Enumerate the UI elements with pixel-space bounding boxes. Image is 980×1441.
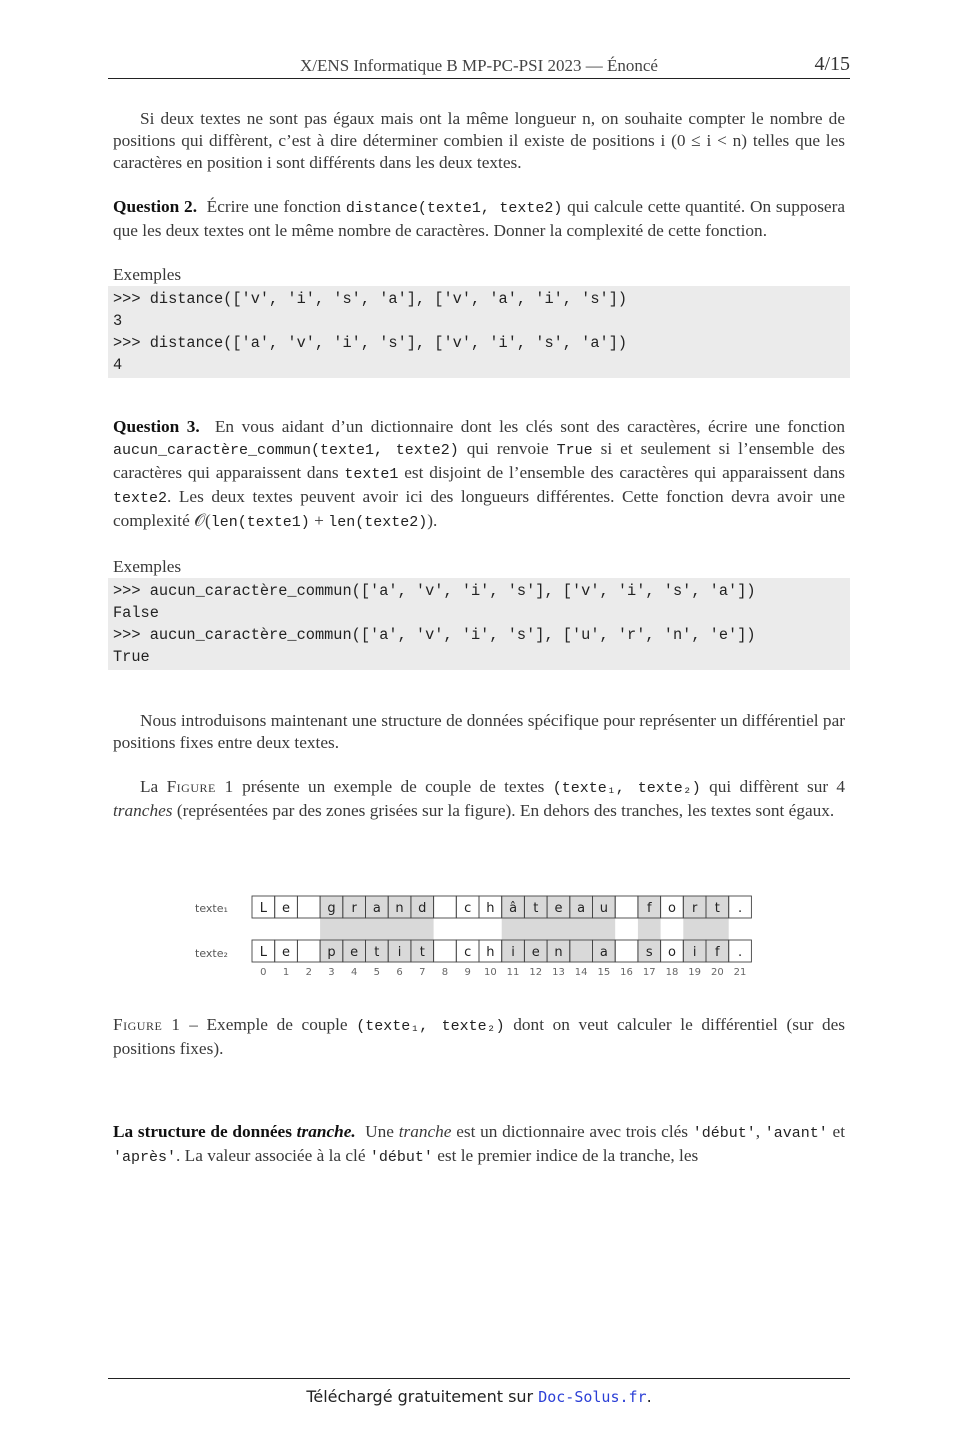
texte2-char: e [282, 945, 291, 960]
code-line: >>> aucun_caractère_commun(['a', 'v', 'i', 's'], ['u', 'r', 'n', 'e']) [113, 626, 756, 644]
structure-heading: La structure de données [113, 1122, 292, 1141]
position-index: 1 [282, 967, 290, 978]
p2-text-2: présente un exemple de couple de textes [242, 777, 545, 796]
caption-text-1: – Exemple de couple [189, 1015, 348, 1034]
q3-text-5: . Les deux textes peuvent avoir ici des longueurs différentes. Cette fonction devra avoir une complexité [113, 487, 845, 530]
figure-1 [190, 890, 770, 985]
texte1-char: h [486, 901, 495, 916]
q2-text-2: qui calcule cette quantité. On supposera que les deux textes ont le même nombre de caractères. Donner la complexité de cette fonction. [113, 197, 846, 240]
q3-texte1: texte1 [344, 466, 399, 483]
figure-ref: Figure 1 [166, 777, 234, 796]
caption-text-2: dont on veut calculer le différentiel (sur des positions fixes). [113, 1015, 846, 1058]
q3-examples-label: Exemples [113, 557, 182, 576]
s-text-3: . La valeur associée à la clé [176, 1146, 366, 1165]
position-index: 4 [350, 967, 358, 978]
s-et: et [832, 1122, 846, 1141]
q3-text-2: qui renvoie [466, 439, 549, 458]
texte2-char: i [692, 945, 697, 960]
texte2-label: texte₂ [195, 947, 228, 960]
texte2-cell [615, 940, 638, 962]
structure-heading-italic: tranche. [296, 1122, 356, 1141]
s-text-2: est un dictionnaire avec trois clés [456, 1122, 689, 1141]
position-index: 2 [305, 967, 312, 978]
position-index: 3 [328, 967, 335, 978]
texte1-char: L [259, 901, 267, 916]
texte1-char: n [395, 901, 404, 916]
key-debut: 'début' [692, 1125, 756, 1142]
q3-plus: + [309, 511, 329, 530]
texte2-char: t [374, 945, 380, 960]
texte1-char: e [554, 901, 563, 916]
footer-text: Téléchargé gratuitement sur [306, 1387, 534, 1406]
code-line: False [113, 604, 159, 622]
texte1-char: c [464, 901, 472, 916]
footer-end: . [646, 1387, 652, 1406]
q3-text-1: En vous aidant d’un dictionnaire dont les clés sont des caractères, écrire une fonction [214, 417, 845, 436]
texte1-label: texte₁ [195, 902, 228, 915]
texte1-char: u [599, 901, 608, 916]
texte1-char: t [714, 901, 720, 916]
question-3 [113, 416, 845, 534]
position-index: 11 [506, 967, 520, 978]
texte2-char: f [715, 945, 720, 960]
q3-text-3: si et seulement si l’ensemble des caractères qui apparaissent dans [113, 439, 846, 482]
q3-len2: len(texte2) [328, 514, 428, 531]
q3-function-name: aucun_caractère_commun(texte1, texte2) [113, 442, 459, 459]
intro-paragraph: Si deux textes ne sont pas égaux mais ont la même longueur n, on souhaite compter le nombre de positions qui diffèrent, c’est à dire déterminer combien il existe de positions i (0 ≤ i < n) telles que les caractères en position i sont différents dans les deux textes. [113, 109, 845, 172]
texte2-char: e [531, 945, 540, 960]
position-index: 6 [396, 967, 403, 978]
p2-text-4: (représentées par des zones grisées sur la figure). En dehors des tranches, les textes sont égaux. [176, 801, 835, 820]
position-index: 16 [620, 967, 633, 978]
p2-pair: (texte₁, texte₂) [552, 780, 701, 797]
q2-examples-label: Exemples [113, 265, 182, 284]
page-footer [108, 1378, 850, 1406]
texte2-char: e [350, 945, 359, 960]
texte2-char: . [737, 945, 743, 960]
texte1-cell [615, 896, 638, 918]
texte2-char: s [645, 945, 653, 960]
figure-caption [113, 1014, 845, 1060]
texte2-char: o [667, 945, 676, 960]
code-line: 4 [113, 356, 123, 374]
s-tranche: tranche [398, 1122, 452, 1141]
texte1-char: t [533, 901, 539, 916]
texte1-cell [434, 896, 457, 918]
position-index: 5 [373, 967, 381, 978]
texte2-char: h [486, 945, 495, 960]
position-index: 8 [441, 967, 449, 978]
code-line: True [113, 648, 150, 666]
texte1-char: a [372, 901, 381, 916]
q3-text-4: est disjoint de l’ensemble des caractères qui apparaissent dans [404, 463, 845, 482]
texte1-char: a [577, 901, 586, 916]
texte1-cell [297, 896, 320, 918]
position-index: 17 [642, 967, 656, 978]
key-apres: 'après' [113, 1149, 177, 1166]
texte2-char: p [327, 945, 336, 960]
texte2-char: L [259, 945, 267, 960]
texte2-char: i [511, 945, 515, 960]
texte1-char: e [282, 901, 291, 916]
texte1-char: r [691, 901, 698, 916]
texte2-char: c [464, 945, 472, 960]
p2-tranches: tranches [113, 801, 173, 820]
texte2-char: a [599, 945, 608, 960]
footer-link[interactable]: Doc-Solus.fr [538, 1388, 647, 1406]
q3-complexity-o: 𝒪( [194, 511, 211, 530]
texte1-char: r [351, 901, 357, 916]
intro-structure-paragraph: Nous introduisons maintenant une structure de données spécifique pour représenter un différentiel par positions fixes entre deux textes. [113, 711, 845, 752]
main-content [113, 108, 845, 822]
question-2-label: Question 2. [113, 197, 198, 216]
q3-code-block [108, 578, 850, 670]
position-index: 13 [552, 967, 565, 978]
position-index: 21 [733, 967, 747, 978]
texte1-char: g [327, 901, 336, 916]
p2-text-1: La [140, 777, 159, 796]
q3-len1: len(texte1) [210, 514, 310, 531]
q2-code-block [108, 286, 850, 378]
position-index: 20 [710, 967, 724, 978]
code-line: >>> distance(['a', 'v', 'i', 's'], ['v', 'i', 's', 'a']) [113, 334, 628, 352]
code-line: >>> distance(['v', 'i', 's', 'a'], ['v', 'a', 'i', 's']) [113, 290, 628, 308]
q3-complexity-end: ). [427, 511, 438, 530]
texte2-char: i [397, 945, 402, 960]
q2-text-1: Écrire une fonction [206, 197, 341, 216]
position-index: 18 [665, 967, 679, 978]
p2-text-3: qui diffèrent sur 4 [709, 777, 846, 796]
header-title: X/ENS Informatique B MP-PC-PSI 2023 — Énoncé [300, 56, 658, 75]
position-index: 7 [419, 967, 426, 978]
s-text-4: est le premier indice de la tranche, les [437, 1146, 699, 1165]
page-header [108, 52, 850, 79]
question-3-label: Question 3. [113, 417, 200, 436]
q3-true-keyword: True [556, 442, 593, 459]
figure-intro-paragraph [113, 776, 845, 822]
structure-paragraph: La structure de données tranche. Une tranche est un dictionnaire avec trois clés 'début', 'avant' et 'après'. La valeur associée à la clé 'début' est le premier indice de la tranche, les [113, 1122, 846, 1166]
texte2-char: t [419, 945, 425, 960]
texte2-cell [434, 940, 457, 962]
code-line: 3 [113, 312, 123, 330]
q2-function-name: distance(texte1, texte2) [345, 200, 563, 217]
texte2-char: n [554, 945, 563, 960]
footer-text-line [108, 1387, 850, 1406]
texte1-char: d [418, 901, 427, 916]
texte2-cell [297, 940, 320, 962]
position-index: 0 [260, 967, 267, 978]
code-line: >>> aucun_caractère_commun(['a', 'v', 'i', 's'], ['v', 'i', 's', 'a']) [113, 582, 756, 600]
texte1-char: . [737, 901, 743, 916]
key-debut-2: 'début' [369, 1149, 433, 1166]
position-index: 14 [574, 967, 588, 978]
position-index: 12 [529, 967, 543, 978]
caption-figure-label: Figure 1 [113, 1015, 181, 1034]
texte1-char: â [509, 901, 518, 916]
key-avant: 'avant' [764, 1125, 828, 1142]
page-number: 4/15 [814, 53, 850, 75]
caption-pair: (texte₁, texte₂) [356, 1018, 505, 1035]
position-index: 19 [688, 967, 702, 978]
position-index: 15 [597, 967, 611, 978]
q3-texte2: texte2 [113, 490, 168, 507]
texte1-char: o [667, 901, 676, 916]
question-2 [113, 196, 845, 242]
s-text-1: Une [365, 1122, 394, 1141]
texte1-char: f [646, 901, 652, 916]
figure-diagram [190, 890, 770, 985]
position-index: 10 [483, 967, 497, 978]
position-index: 9 [464, 967, 471, 978]
